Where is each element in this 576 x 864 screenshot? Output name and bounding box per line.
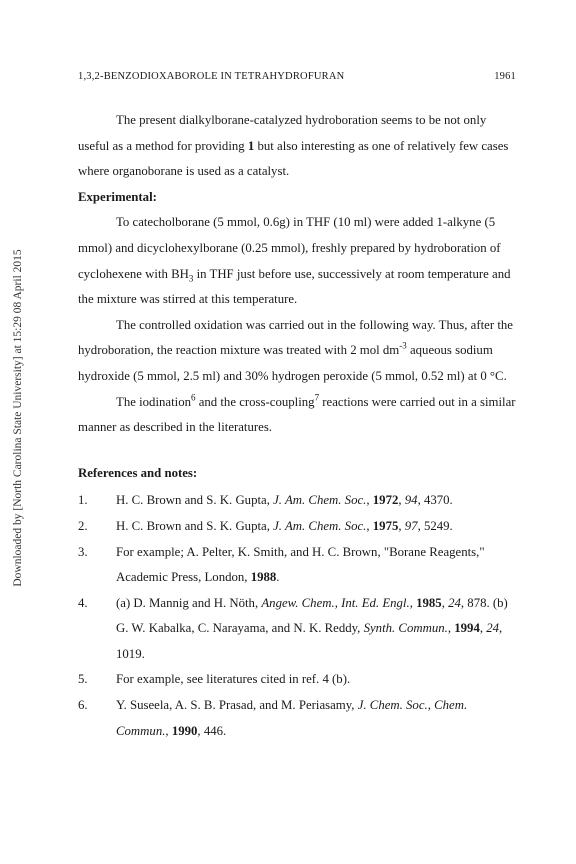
unit-superscript: -3 [399, 341, 407, 352]
reference-text: For example; A. Pelter, K. Smith, and H. C. Brown, "Borane Reagents," Academic Press, London, 1988. [116, 544, 485, 585]
exp-p3-text-2: and the cross-coupling [195, 394, 315, 409]
exp-p3-text-1: The iodination [116, 394, 191, 409]
exp-p3-text-3: reactions were carried out in a similar manner as described in the literatures. [78, 394, 516, 435]
running-header [78, 71, 516, 82]
experimental-paragraph-2 [78, 313, 518, 390]
experimental-paragraph-3 [78, 390, 518, 441]
reference-item [78, 514, 518, 540]
running-title: 1,3,2-BENZODIOXABOROLE IN TETRAHYDROFURAN [78, 71, 345, 82]
exp-p1-text-2: in THF just before use, successively at room temperature and the mixture was stirred at this temperature. [78, 266, 511, 307]
reference-item [78, 667, 518, 693]
reference-text: For example, see literatures cited in ref. 4 (b). [116, 672, 351, 687]
intro-text-2: but also interesting as one of relatively few cases where organoborane is used as a catalyst. [78, 138, 509, 179]
exp-p2-text-2: aqueous sodium hydroxide (5 mmol, 2.5 ml) and 30% hydrogen peroxide (5 mmol, 0.52 ml) at 0 °C. [78, 343, 507, 383]
reference-item [78, 591, 518, 668]
compound-number: 1 [247, 138, 255, 153]
citation-6: 6 [191, 392, 196, 403]
experimental-heading: Experimental: [78, 189, 157, 204]
reference-text: H. C. Brown and S. K. Gupta, J. Am. Chem. Soc., 1972, 94, 4370. [116, 493, 453, 508]
reference-number: 5. [78, 672, 88, 687]
page-number: 1961 [494, 71, 516, 82]
intro-paragraph [78, 108, 518, 185]
reference-text: Y. Suseela, A. S. B. Prasad, and M. Periasamy, J. Chem. Soc., Chem. Commun., 1990, 446. [116, 698, 468, 738]
bh3-subscript: 3 [188, 273, 194, 284]
reference-item [78, 488, 518, 514]
reference-number: 1. [78, 493, 88, 508]
experimental-paragraph-1 [78, 210, 518, 312]
reference-number: 4. [78, 595, 88, 610]
reference-number: 6. [78, 698, 88, 713]
intro-text-1: The present dialkylborane-catalyzed hydroboration seems to be not only useful as a method for providing [78, 113, 487, 153]
download-notice: Downloaded by [North Carolina State University] at 15:29 08 April 2015 [12, 249, 24, 587]
reference-number: 3. [78, 544, 88, 559]
reference-number: 2. [78, 518, 88, 533]
download-watermark [0, 0, 30, 864]
exp-p1-text-1: To catecholborane (5 mmol, 0.6g) in THF (10 ml) were added 1-alkyne (5 mmol) and dicyclohexylborane (0.25 mmol), freshly prepared by hydroboration of cyclohexene with BH [78, 215, 501, 281]
reference-text: (a) D. Mannig and H. Nöth, Angew. Chem., Int. Ed. Engl., 1985, 24, 878. (b) G. W. Kabalka, C. Narayama, and N. K. Reddy, Synth. Commun., 1994, 24, 1019. [116, 595, 508, 661]
article-body [78, 108, 518, 744]
exp-p2-text-1: The controlled oxidation was carried out in the following way. Thus, after the hydroboration, the reaction mixture was treated with 2 mol dm [78, 317, 513, 358]
reference-item [78, 540, 518, 591]
references-heading: References and notes: [78, 465, 198, 480]
citation-7: 7 [314, 392, 320, 403]
reference-item [78, 693, 518, 744]
reference-text: H. C. Brown and S. K. Gupta, J. Am. Chem. Soc., 1975, 97, 5249. [116, 518, 453, 533]
